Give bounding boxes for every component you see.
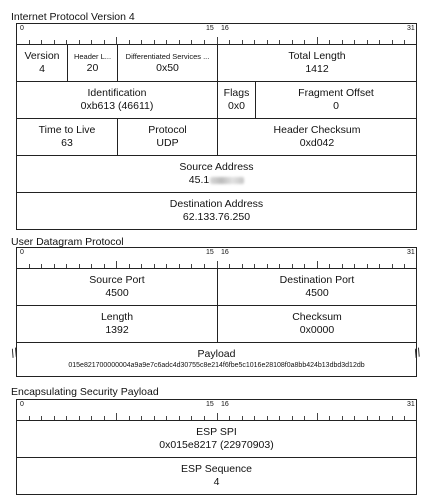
field-name: Checksum <box>292 311 342 323</box>
bit-label-0: 0 <box>20 25 24 32</box>
field-value: 4500 <box>305 287 329 299</box>
field-value: 4 <box>39 63 45 75</box>
ruler-tick <box>317 261 318 268</box>
field-name: Destination Address <box>169 198 264 210</box>
field-value: 0x50 <box>156 61 179 74</box>
field-name: Flags <box>223 87 250 99</box>
field-name: Source Address <box>179 161 254 173</box>
checksum-field <box>217 306 416 342</box>
bit-label-31: 31 <box>407 249 415 256</box>
esp-row-2 <box>16 457 417 495</box>
flags-field <box>217 82 255 118</box>
bit-label-31: 31 <box>407 25 415 32</box>
udp-row-3 <box>16 342 417 377</box>
bit-label-15: 15 <box>206 249 214 256</box>
bit-ruler <box>16 23 417 44</box>
field-name: Payload <box>197 348 236 360</box>
destination-port-field <box>217 269 416 305</box>
ruler-tick <box>217 261 218 268</box>
identification-field <box>17 82 217 118</box>
ipv4-row-2 <box>16 81 417 119</box>
field-value: 4500 <box>105 287 129 299</box>
source-address-field <box>17 156 416 192</box>
bit-label-0: 0 <box>20 249 24 256</box>
field-value: 0 <box>333 100 339 112</box>
field-value: 0x015e8217 (22970903) <box>159 439 274 451</box>
ruler-tick <box>116 413 117 420</box>
esp-spi-field <box>17 421 416 457</box>
ruler-tick <box>217 37 218 44</box>
field-value: UDP <box>156 137 179 149</box>
ruler-tick <box>116 261 117 268</box>
redacted-blur <box>210 177 244 184</box>
length-field <box>17 306 217 342</box>
field-value: 1392 <box>105 324 129 336</box>
field-value <box>189 174 244 187</box>
ipv4-row-5 <box>16 192 417 230</box>
bit-label-31: 31 <box>407 401 415 408</box>
destination-address-field <box>17 193 416 229</box>
ruler-tick <box>317 413 318 420</box>
header-checksum-field <box>217 119 416 155</box>
ipv4-row-1 <box>16 44 417 82</box>
field-value: 62.133.76.250 <box>182 211 251 223</box>
bit-ruler <box>16 399 417 420</box>
bit-label-0: 0 <box>20 401 24 408</box>
continuation-mark-right: // <box>411 345 423 361</box>
field-name: Length <box>100 311 134 323</box>
ruler-tick <box>217 413 218 420</box>
source-address-value: 45.1 <box>188 174 210 186</box>
field-value: 20 <box>86 61 99 74</box>
field-name: ESP SPI <box>196 426 237 438</box>
ruler-tick <box>317 37 318 44</box>
field-name: Differentiated Services ... <box>125 51 210 61</box>
field-name: Identification <box>87 87 147 99</box>
field-name: Protocol <box>148 124 187 136</box>
field-value: 0xd042 <box>299 137 335 149</box>
field-value: 0x0 <box>228 100 245 112</box>
field-value: 63 <box>61 137 73 149</box>
bit-label-15: 15 <box>206 401 214 408</box>
continuation-mark-left: // <box>8 345 20 361</box>
field-name: Time to Live <box>38 124 96 136</box>
bit-label-16: 16 <box>221 25 229 32</box>
field-name: ESP Sequence <box>180 463 253 475</box>
esp-sequence-field <box>17 458 416 494</box>
bit-label-16: 16 <box>221 401 229 408</box>
source-port-field <box>17 269 217 305</box>
field-value: 0xb613 (46611) <box>80 100 154 112</box>
bit-label-15: 15 <box>206 25 214 32</box>
bit-label-16: 16 <box>221 249 229 256</box>
udp-section-title: User Datagram Protocol <box>11 236 124 248</box>
field-value: 1412 <box>305 63 329 75</box>
protocol-field <box>117 119 217 155</box>
field-name: Total Length <box>288 50 346 62</box>
field-name: Version <box>24 50 60 62</box>
field-name: Header L... <box>73 51 112 61</box>
esp-row-1 <box>16 420 417 458</box>
ipv4-row-4 <box>16 155 417 193</box>
field-name: Source Port <box>89 274 145 286</box>
field-value: 015e821700000004a9a9e7c6adc4d30755c8e214f6fbe5c1016e28108f0a8bb424b13dbd3d12db <box>68 362 365 369</box>
field-value: 4 <box>213 476 220 488</box>
ipv4-row-3 <box>16 118 417 156</box>
bit-ruler <box>16 247 417 268</box>
field-value: 0x0000 <box>299 324 335 336</box>
total-length-field <box>217 45 416 81</box>
version-field <box>17 45 67 81</box>
payload-field <box>17 343 416 376</box>
udp-row-1 <box>16 268 417 306</box>
udp-row-2 <box>16 305 417 343</box>
ruler-tick <box>116 37 117 44</box>
field-name: Fragment Offset <box>298 87 374 99</box>
header-length-field <box>67 45 117 81</box>
esp-section-title: Encapsulating Security Payload <box>11 386 159 398</box>
field-name: Header Checksum <box>273 124 361 136</box>
ipv4-section-title: Internet Protocol Version 4 <box>11 11 135 23</box>
dscp-field <box>117 45 217 81</box>
ttl-field <box>17 119 117 155</box>
field-name: Destination Port <box>279 274 355 286</box>
fragment-offset-field <box>255 82 416 118</box>
